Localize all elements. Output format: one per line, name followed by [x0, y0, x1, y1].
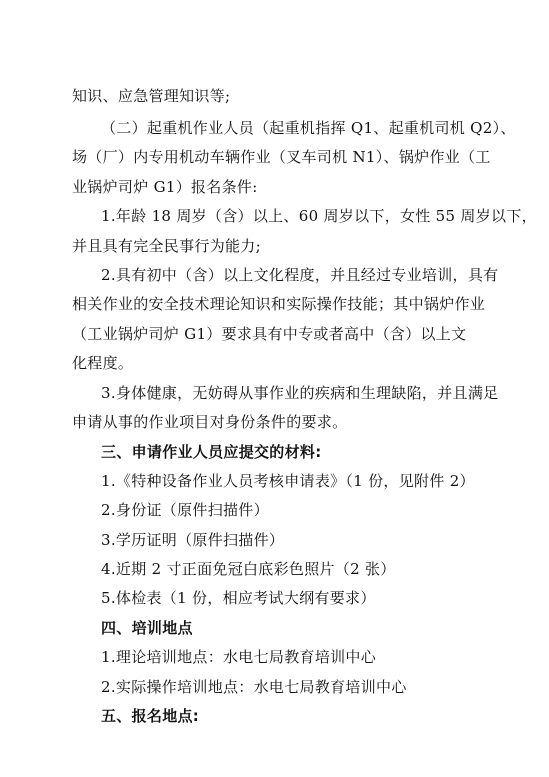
condition-education-line-3: （工业锅炉司炉 G1）要求具有中专或者高中（含）以上文	[72, 325, 467, 343]
training-location-theory: 1.理论培训地点：水电七局教育培训中心	[101, 648, 377, 666]
material-item-photo: 4.近期 2 寸正面免冠白底彩色照片（2 张）	[101, 560, 396, 578]
condition-age-line-1: 1.年龄 18 周岁（含）以上、60 周岁以下，女性 55 周岁以下，	[101, 207, 537, 225]
material-item-education-proof: 3.学历证明（原件扫描件）	[101, 531, 285, 549]
material-item-application-form: 1.《特种设备作业人员考核申请表》（1 份，见附件 2）	[101, 472, 475, 490]
material-item-id-card: 2.身份证（原件扫描件）	[101, 501, 269, 519]
condition-health-line-1: 3.身体健康，无妨碍从事作业的疾病和生理缺陷，并且满足	[101, 384, 499, 402]
condition-age-line-2: 并且具有完全民事行为能力;	[72, 237, 261, 255]
condition-education-line-1: 2.具有初中（含）以上文化程度，并且经过专业培训，具有	[101, 266, 499, 284]
training-location-practice: 2.实际操作培训地点：水电七局教育培训中心	[101, 678, 407, 696]
section-materials-heading: 三、申请作业人员应提交的材料:	[101, 443, 322, 461]
material-item-medical-form: 5.体检表（1 份，相应考试大纲有要求）	[101, 589, 376, 607]
section-training-location-heading: 四、培训地点	[101, 619, 193, 637]
paragraph-crane-requirements-line-2: 场（厂）内专用机动车辆作业（叉车司机 N1）、锅炉作业（工	[72, 148, 491, 166]
condition-education-line-2: 相关作业的安全技术理论知识和实际操作技能；其中锅炉作业	[72, 295, 486, 313]
paragraph-crane-requirements-line-1: （二）起重机作业人员（起重机指挥 Q1、起重机司机 Q2）、	[101, 119, 516, 137]
paragraph-crane-requirements-line-3: 业锅炉司炉 G1）报名条件:	[72, 178, 258, 196]
section-registration-location-heading: 五、报名地点:	[101, 707, 200, 725]
paragraph-knowledge-line: 知识、应急管理知识等;	[72, 87, 231, 105]
condition-education-line-4: 化程度。	[72, 354, 134, 372]
condition-health-line-2: 申请从事的作业项目对身份条件的要求。	[72, 413, 348, 431]
